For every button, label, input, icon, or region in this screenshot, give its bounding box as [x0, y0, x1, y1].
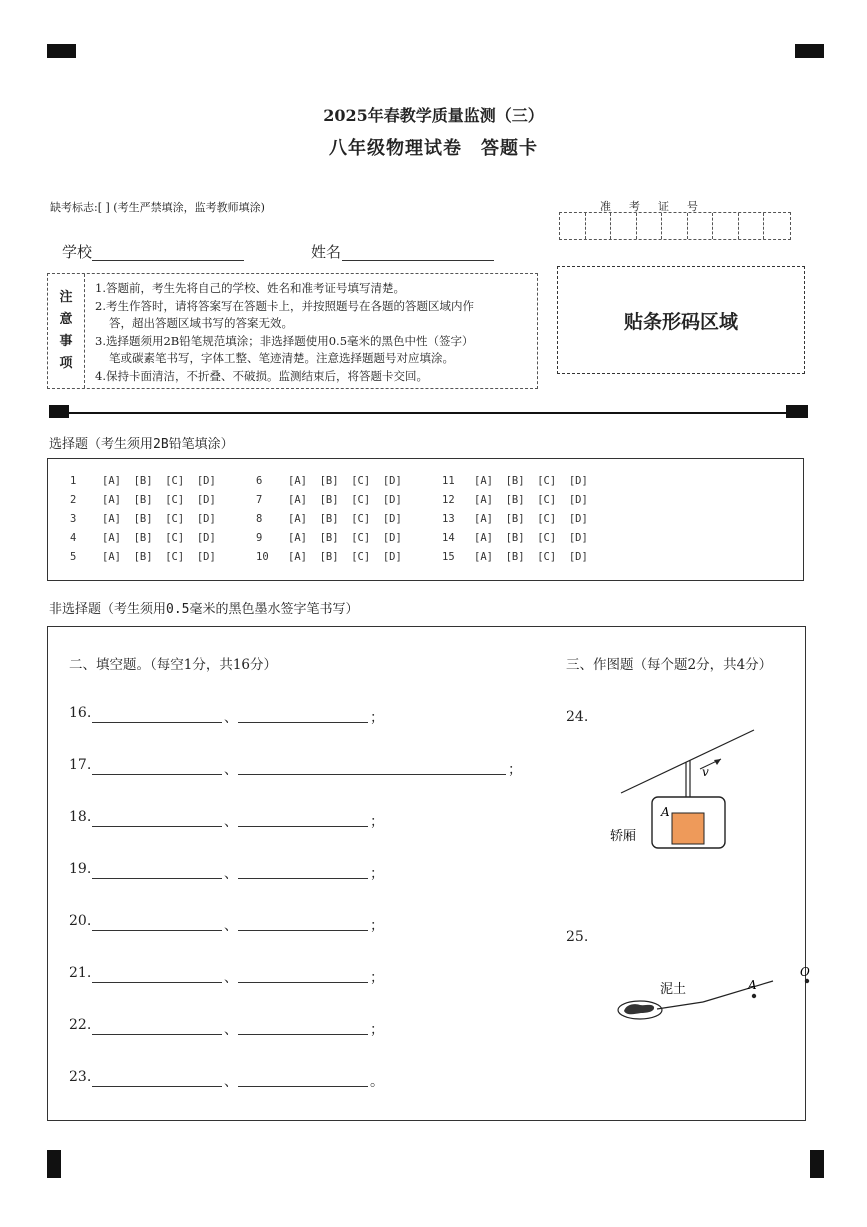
q25-rod-left [657, 1002, 703, 1009]
fill-blank[interactable] [92, 721, 222, 723]
exam-number-cell[interactable] [560, 213, 586, 239]
fill-blank[interactable] [238, 877, 368, 879]
mc-option-bubbles[interactable]: [A] [B] [C] [D] [474, 513, 588, 525]
fill-question-number: 21. [69, 965, 92, 981]
notice-item: 答，超出答题区域书写的答案无效。 [109, 316, 293, 330]
fill-question-number: 20. [69, 913, 92, 929]
blank-separator: 、 [224, 762, 238, 778]
q25-mud-label: 泥土 [660, 982, 687, 997]
fill-question-number: 23. [69, 1069, 92, 1085]
mc-option-bubbles[interactable]: [A] [B] [C] [D] [102, 494, 216, 506]
mc-question-number: 8 [256, 513, 263, 525]
blank-end-punct: ； [370, 970, 384, 986]
barcode-area: 贴条形码区域 [557, 266, 805, 374]
q25-a-label: A [748, 978, 757, 992]
mc-option-bubbles[interactable]: [A] [B] [C] [D] [102, 532, 216, 544]
notice-heading-char: 项 [59, 356, 73, 371]
mc-question-number: 7 [256, 494, 263, 506]
mc-question-number: 11 [442, 475, 455, 487]
notice-heading-char: 意 [59, 312, 73, 327]
mc-option-bubbles[interactable]: [A] [B] [C] [D] [102, 475, 216, 487]
mc-option-bubbles[interactable]: [A] [B] [C] [D] [288, 551, 402, 563]
q25-mud [624, 1004, 654, 1014]
exam-number-cell[interactable] [739, 213, 765, 239]
fill-blank[interactable] [238, 1085, 368, 1087]
mc-question-number: 4 [70, 532, 77, 544]
notice-list [85, 274, 482, 388]
separator-right-mark [786, 405, 808, 418]
mc-question-number: 12 [442, 494, 455, 506]
notice-heading [48, 274, 85, 388]
fill-blank[interactable] [92, 981, 222, 983]
blank-separator: 、 [224, 918, 238, 934]
mc-option-bubbles[interactable]: [A] [B] [C] [D] [474, 494, 588, 506]
fill-blank[interactable] [92, 1085, 222, 1087]
q24-a-label: A [661, 805, 670, 819]
blank-end-punct: ； [370, 710, 384, 726]
q25-o-label: O [800, 965, 810, 979]
q25-number: 25. [566, 929, 589, 945]
mc-section-title: 选择题（考生须用2B铅笔填涂） [49, 437, 234, 452]
mc-question-number: 6 [256, 475, 263, 487]
q25-rod [703, 981, 773, 1002]
blank-separator: 、 [224, 1074, 238, 1090]
school-field[interactable] [92, 242, 244, 261]
exam-number-cell[interactable] [764, 213, 790, 239]
draw-section-title: 三、作图题（每个题2分，共4分） [566, 657, 773, 673]
mc-question-number: 3 [70, 513, 77, 525]
page-title: 2025年春教学质量监测（三） [323, 106, 544, 125]
blank-end-punct: ； [508, 762, 522, 778]
blank-end-punct: ； [370, 866, 384, 882]
q25-lever-figure[interactable] [608, 962, 808, 1027]
fill-blank[interactable] [92, 877, 222, 879]
mc-question-number: 14 [442, 532, 455, 544]
exam-number-cell[interactable] [637, 213, 663, 239]
q24-velocity-label: v [702, 765, 709, 779]
mc-question-number: 9 [256, 532, 263, 544]
fill-blank[interactable] [238, 773, 506, 775]
blank-end-punct: ； [370, 814, 384, 830]
q24-cable-line [621, 730, 754, 793]
notice-item: 3.选择题须用2B铅笔规范填涂；非选择题使用0.5毫米的黑色中性（签字） [95, 333, 474, 348]
fill-blank[interactable] [238, 929, 368, 931]
mc-question-number: 2 [70, 494, 77, 506]
q25-point-a [752, 994, 756, 998]
mc-question-number: 10 [256, 551, 269, 563]
page-subtitle: 八年级物理试卷 答题卡 [329, 138, 538, 159]
exam-number-cell[interactable] [662, 213, 688, 239]
blank-separator: 、 [224, 1022, 238, 1038]
exam-number-cell[interactable] [713, 213, 739, 239]
mc-option-bubbles[interactable]: [A] [B] [C] [D] [474, 551, 588, 563]
mc-question-number: 1 [70, 475, 77, 487]
mc-option-bubbles[interactable]: [A] [B] [C] [D] [102, 513, 216, 525]
exam-number-cell[interactable] [611, 213, 637, 239]
notice-heading-char: 事 [59, 334, 73, 349]
name-field[interactable] [342, 242, 494, 261]
fill-question-number: 22. [69, 1017, 92, 1033]
fill-blank[interactable] [238, 1033, 368, 1035]
notice-heading-char: 注 [59, 290, 73, 305]
fill-question-number: 18. [69, 809, 92, 825]
nc-section-title: 非选择题（考生须用0.5毫米的黑色墨水签字笔书写） [49, 602, 359, 617]
fill-question-number: 17. [69, 757, 92, 773]
mc-option-bubbles[interactable]: [A] [B] [C] [D] [474, 532, 588, 544]
registration-mark-bottom-left [47, 1150, 61, 1178]
separator-line [60, 412, 796, 414]
mc-question-number: 5 [70, 551, 77, 563]
blank-separator: 、 [224, 970, 238, 986]
fill-section-title: 二、填空题。（每空1分，共16分） [69, 657, 278, 673]
blank-end-punct: ； [370, 918, 384, 934]
registration-mark-bottom-right [810, 1150, 824, 1178]
q24-cabin-label: 轿厢 [610, 829, 637, 844]
fill-blank[interactable] [238, 721, 368, 723]
nc-answer-box [47, 626, 810, 1121]
fill-question-number: 16. [69, 705, 92, 721]
notice-item: 2.考生作答时，请将答案写在答题卡上，并按照题号在各题的答题区域内作 [95, 298, 474, 313]
exam-number-cell[interactable] [688, 213, 714, 239]
absent-flag-text: 缺考标志:[ ] (考生严禁填涂，监考教师填涂) [50, 201, 265, 214]
mc-option-bubbles[interactable]: [A] [B] [C] [D] [288, 475, 402, 487]
mc-option-bubbles[interactable]: [A] [B] [C] [D] [288, 494, 402, 506]
exam-number-grid[interactable] [559, 212, 791, 240]
mc-option-bubbles[interactable]: [A] [B] [C] [D] [288, 513, 402, 525]
exam-number-cell[interactable] [586, 213, 612, 239]
notice-item: 4.保持卡面清洁，不折叠、不破损。监测结束后，将答题卡交回。 [95, 368, 428, 383]
q24-number: 24. [566, 709, 589, 725]
registration-mark-top-right [795, 44, 824, 58]
q24-object-a [672, 813, 704, 844]
school-label: 学校 [62, 243, 93, 261]
mc-question-number: 15 [442, 551, 455, 563]
blank-separator: 、 [224, 814, 238, 830]
q25-point-o [805, 979, 809, 983]
mc-option-bubbles[interactable]: [A] [B] [C] [D] [102, 551, 216, 563]
fill-blank[interactable] [92, 825, 222, 827]
name-label: 姓名 [311, 243, 342, 261]
mc-question-number: 13 [442, 513, 455, 525]
blank-end-punct: 。 [370, 1074, 384, 1090]
notice-box [47, 273, 538, 389]
registration-mark-top-left [47, 44, 76, 58]
mc-answer-box [47, 458, 804, 581]
fill-blank[interactable] [92, 1033, 222, 1035]
fill-blank[interactable] [92, 929, 222, 931]
exam-number-label: 准考证号 [600, 200, 716, 213]
blank-end-punct: ； [370, 1022, 384, 1038]
notice-item: 笔或碳素笔书写，字体工整、笔迹清楚。注意选择题题号对应填涂。 [109, 351, 454, 365]
q24-cable-car-figure[interactable] [608, 722, 808, 857]
blank-separator: 、 [224, 710, 238, 726]
fill-blank[interactable] [238, 981, 368, 983]
notice-item: 1.答题前，考生先将自己的学校、姓名和准考证号填写清楚。 [95, 281, 405, 295]
mc-option-bubbles[interactable]: [A] [B] [C] [D] [474, 475, 588, 487]
fill-blank[interactable] [238, 825, 368, 827]
mc-option-bubbles[interactable]: [A] [B] [C] [D] [288, 532, 402, 544]
blank-separator: 、 [224, 866, 238, 882]
fill-blank[interactable] [92, 773, 222, 775]
fill-question-number: 19. [69, 861, 92, 877]
